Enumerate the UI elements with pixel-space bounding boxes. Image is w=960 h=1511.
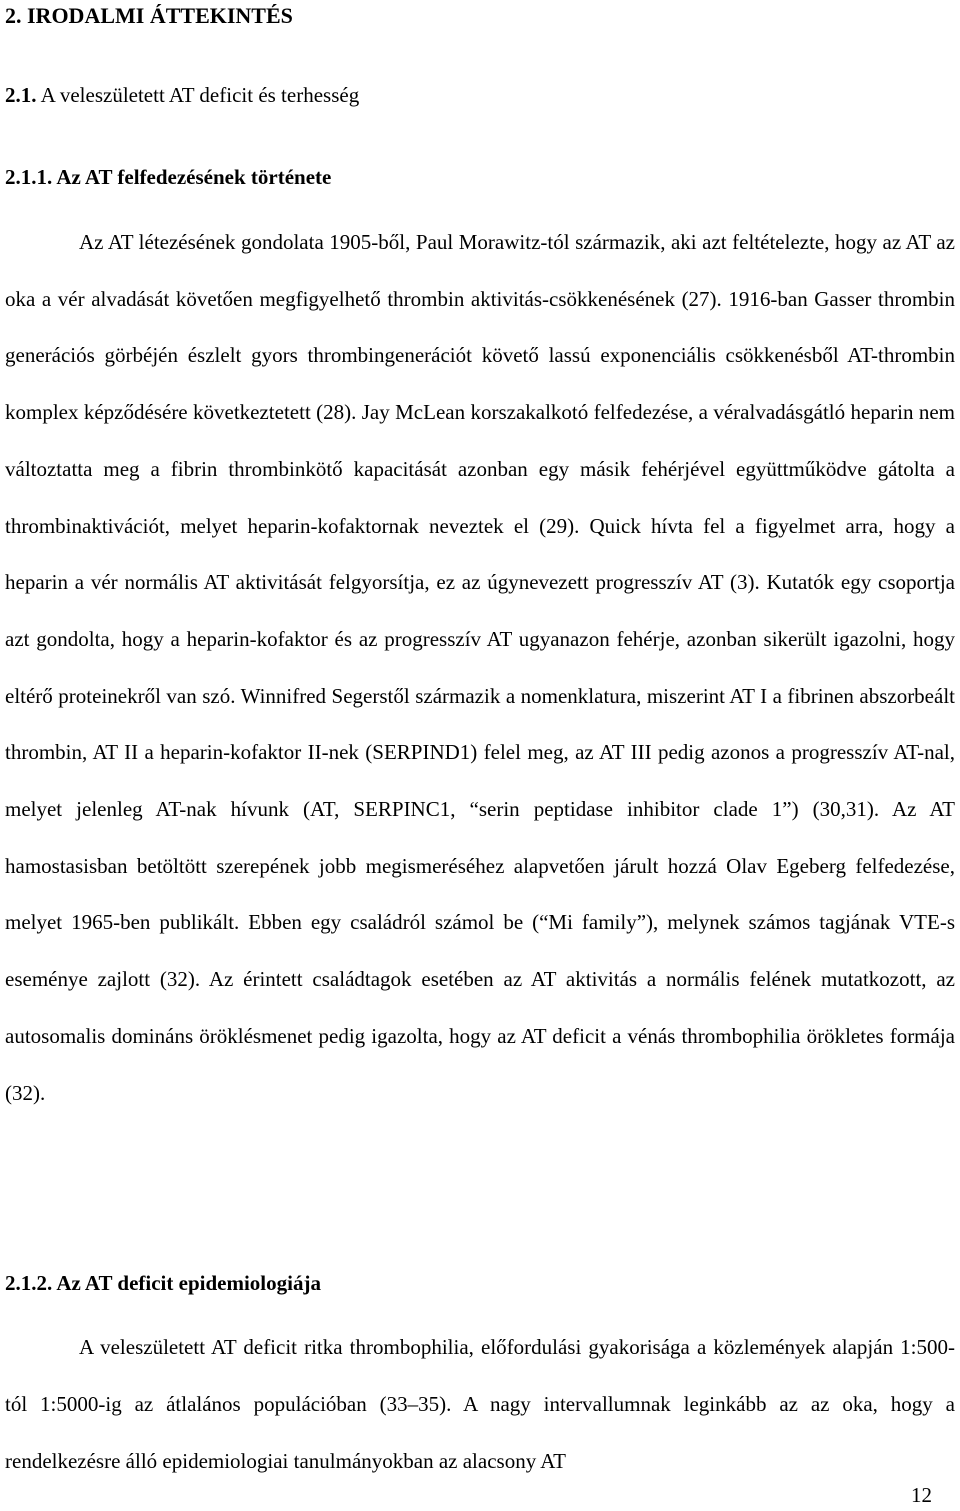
subsection-heading-epidemiology: 2.1.2. Az AT deficit epidemiologiája bbox=[5, 1271, 321, 1295]
page-number: 12 bbox=[911, 1483, 932, 1507]
section-number: 2.1. bbox=[5, 83, 37, 107]
paragraph-epidemiology: A veleszületett AT deficit ritka thrombophilia, előfordulási gyakorisága a közlemények alapján 1:500-tól 1:5000-ig az átlalános populációban (33–35). A nagy intervallumnak leginkább az az oka, hogy a rendelkezésre álló epidemiologiai tanulmányokban az alacsony AT bbox=[5, 1335, 955, 1473]
paragraph-history: Az AT létezésének gondolata 1905-ből, Paul Morawitz-tól származik, aki azt feltételezte, hogy az AT az oka a vér alvadását követően megfigyelhető thrombin aktivitás-csökkenésének (27). 1916-ban Gasser thrombin generációs görbéjén észlelt gyors thrombingenerációt követő lassú exponenciális csökkenésből AT-thrombin komplex képződésére következtetett (28). Jay McLean korszakalkotó felfedezése, a véralvadásgátló heparin nem változtatta meg a fibrin thrombinkötő kapacitását azonban egy másik fehérjével együttműködve gátolta a thrombinaktivációt, melyet heparin-kofaktornak neveztek el (29). Quick hívta fel a figyelmet arra, hogy a heparin a vér normális AT aktivitását felgyorsítja, ez az úgynevezett progresszív AT (3). Kutatók egy csoportja azt gondolta, hogy a heparin-kofaktor és az progresszív AT ugyanazon fehérje, azonban sikerült igazolni, hogy eltérő proteinekről van szó. Winnifred Segerstől származik a nomenklatura, miszerint AT I a fibrinen abszorbeált thrombin, AT II a heparin-kofaktor II-nek (SERPIND1) felel meg, az AT III pedig azonos a progresszív AT-nal, melyet jelenleg AT-nak hívunk (AT, SERPINC1, “serin peptidase inhibitor clade 1”) (30,31). Az AT hamostasisban betöltött szerepének jobb megismeréséhez alapvetően járult hozzá Olav Egeberg felfedezése, melyet 1965-ben publikált. Ebben egy családról számol be (“Mi family”), melynek számos tagjának VTE-s eseménye zajlott (32). Az érintett családtagok esetében az AT aktivitás a normális felének mutatkozott, az autosomalis domináns öröklésmenet pedig igazolta, hogy az AT deficit a vénás thrombophilia örökletes formája (32). bbox=[5, 230, 955, 1105]
section-title: A veleszületett AT deficit és terhesség bbox=[40, 83, 360, 107]
chapter-heading: 2. IRODALMI ÁTTEKINTÉS bbox=[5, 3, 293, 28]
subsection-heading-history: 2.1.1. Az AT felfedezésének története bbox=[5, 165, 332, 189]
section-heading bbox=[5, 83, 359, 108]
